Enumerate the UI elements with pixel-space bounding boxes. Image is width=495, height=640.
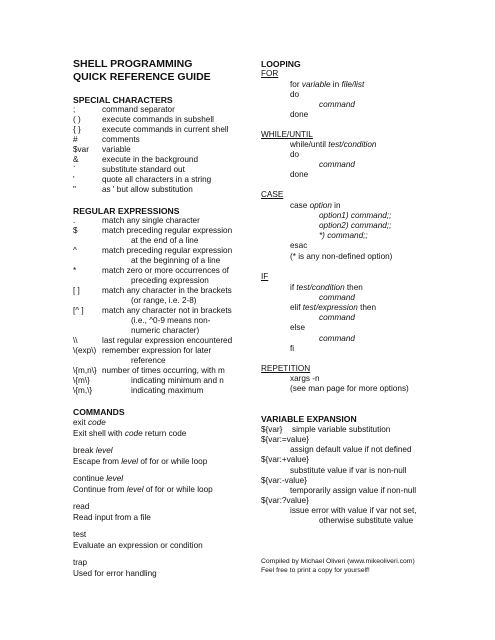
special-char-desc: quote all characters in a string xyxy=(102,175,212,184)
regex-desc: match any single character xyxy=(102,216,200,225)
while-label: WHILE/UNTIL xyxy=(261,130,313,139)
special-char-desc: command separator xyxy=(102,105,175,114)
regex-symbol: [ ] xyxy=(73,286,80,295)
elif-command: command xyxy=(319,313,355,322)
title-line-1: SHELL PROGRAMMING xyxy=(73,58,193,70)
case-option-2: option2) command;; xyxy=(319,221,392,230)
regex-symbol: \(exp\) xyxy=(73,346,97,355)
repetition-line-2: (see man page for more options) xyxy=(290,384,409,393)
regex-symbol: \{m,n\} xyxy=(73,366,97,375)
regex-desc: numeric character) xyxy=(131,326,200,335)
special-char-desc: substitute standard out xyxy=(102,165,185,174)
regex-symbol: [^ ] xyxy=(73,306,84,315)
footer-credit: Compiled by Michael Oliveri (www.mikeoliveri.com) xyxy=(261,558,415,565)
regex-symbol: \{m\} xyxy=(73,376,90,385)
elif-line: elif test/expression then xyxy=(290,303,377,312)
special-char-symbol: ` xyxy=(73,165,76,174)
regex-symbol: ^ xyxy=(73,246,77,255)
special-char-symbol: # xyxy=(73,135,78,144)
special-char-desc: as ' but allow substitution xyxy=(102,185,193,194)
command-name: read xyxy=(73,502,90,511)
footer-note: Feel free to print a copy for yourself! xyxy=(261,567,370,574)
case-option-3: *) command;; xyxy=(319,231,368,240)
regex-symbol: \{m,\} xyxy=(73,386,93,395)
for-label: FOR xyxy=(261,69,279,78)
special-char-desc: execute commands in current shell xyxy=(102,125,229,134)
varexp-desc-5b: otherwise substitute value xyxy=(319,516,414,525)
command-name: trap xyxy=(73,558,88,567)
while-do: do xyxy=(290,150,300,159)
if-fi: fi xyxy=(290,344,295,353)
command-desc: Used for error handling xyxy=(73,569,157,578)
title-line-2: QUICK REFERENCE GUIDE xyxy=(73,71,211,83)
for-line: for variable in file/list xyxy=(290,80,365,89)
looping-header: LOOPING xyxy=(261,59,301,69)
regex-desc: reference xyxy=(131,356,166,365)
varexp-desc-1: simple variable substitution xyxy=(292,425,391,434)
regex-symbol: $ xyxy=(73,226,78,235)
case-option-1: option1) command;; xyxy=(319,211,392,220)
regex-desc: number of times occurring, with m xyxy=(102,366,225,375)
regex-desc: match any character not in brackets xyxy=(102,306,232,315)
for-done: done xyxy=(290,110,309,119)
special-char-desc: comments xyxy=(102,135,140,144)
else-command: command xyxy=(319,334,355,343)
variable-expansion-header: VARIABLE EXPANSION xyxy=(261,414,357,424)
regex-symbol: . xyxy=(73,216,76,225)
regex-header: REGULAR EXPRESSIONS xyxy=(73,206,180,216)
if-label: IF xyxy=(261,272,269,281)
regex-desc: at the end of a line xyxy=(131,236,199,245)
regex-desc: remember expression for later xyxy=(102,346,212,355)
command-name: continue level xyxy=(73,474,124,483)
while-line: while/until test/condition xyxy=(290,140,377,149)
if-line: if test/condition then xyxy=(290,283,363,292)
while-done: done xyxy=(290,170,309,179)
regex-desc: match zero or more occurrences of xyxy=(102,266,229,275)
regex-desc: at the beginning of a line xyxy=(131,256,221,265)
if-else: else xyxy=(290,323,306,332)
regex-symbol: \\ xyxy=(73,336,78,345)
regex-desc: match preceding regular expression xyxy=(102,226,233,235)
special-characters-header: SPECIAL CHARACTERS xyxy=(73,95,173,105)
varexp-sym-4: ${var:-value} xyxy=(261,476,307,485)
while-command: command xyxy=(319,160,355,169)
varexp-desc-3: substitute value if var is non-null xyxy=(290,466,407,475)
special-char-desc: variable xyxy=(102,145,131,154)
varexp-sym-1: ${var} xyxy=(261,425,283,434)
special-char-symbol: ' xyxy=(73,175,75,184)
regex-symbol: * xyxy=(73,266,77,275)
special-char-symbol: & xyxy=(73,155,79,164)
regex-desc: (i.e., ^0-9 means non- xyxy=(131,316,211,325)
command-name: exit code xyxy=(73,418,106,427)
repetition-line-1: xargs -n xyxy=(290,374,320,383)
special-char-desc: execute in the background xyxy=(102,155,199,164)
varexp-sym-2: ${var:=value} xyxy=(261,435,310,444)
special-char-symbol: " xyxy=(73,185,76,194)
varexp-sym-5: ${var:?value} xyxy=(261,496,309,505)
case-note: (* is any non-defined option) xyxy=(290,252,393,261)
if-command: command xyxy=(319,293,355,302)
special-char-symbol: { } xyxy=(73,125,81,134)
commands-header: COMMANDS xyxy=(73,407,125,417)
command-name: test xyxy=(73,530,87,539)
special-char-desc: execute commands in subshell xyxy=(102,115,214,124)
varexp-desc-5a: issue error with value if var not set, xyxy=(290,506,417,515)
command-desc: Continue from level of for or while loop xyxy=(73,485,213,494)
command-desc: Read input from a file xyxy=(73,513,151,522)
regex-desc: match preceding regular expression xyxy=(102,246,233,255)
case-label: CASE xyxy=(261,190,284,199)
regex-desc: indicating minimum and n xyxy=(131,376,224,385)
command-desc: Evaluate an expression or condition xyxy=(73,541,203,550)
special-char-symbol: ; xyxy=(73,105,76,114)
varexp-desc-4: temporarily assign value if non-null xyxy=(290,486,417,495)
special-char-symbol: $var xyxy=(73,145,89,154)
command-name: break level xyxy=(73,446,113,455)
regex-desc: preceding expression xyxy=(131,276,209,285)
for-do: do xyxy=(290,90,300,99)
repetition-label: REPETITION xyxy=(261,364,311,373)
case-line: case option in xyxy=(290,201,341,210)
regex-desc: indicating maximum xyxy=(131,386,204,395)
regex-desc: (or range, i.e. 2-8) xyxy=(131,296,197,305)
varexp-sym-3: ${var:+value} xyxy=(261,455,310,464)
command-desc: Escape from level of for or while loop xyxy=(73,457,208,466)
case-esac: esac xyxy=(290,241,308,250)
regex-desc: last regular expression encountered xyxy=(102,336,233,345)
varexp-desc-2: assign default value if not defined xyxy=(290,445,412,454)
special-char-symbol: ( ) xyxy=(73,115,81,124)
regex-desc: match any character in the brackets xyxy=(102,286,232,295)
command-desc: Exit shell with code return code xyxy=(73,429,187,438)
for-command: command xyxy=(319,100,355,109)
